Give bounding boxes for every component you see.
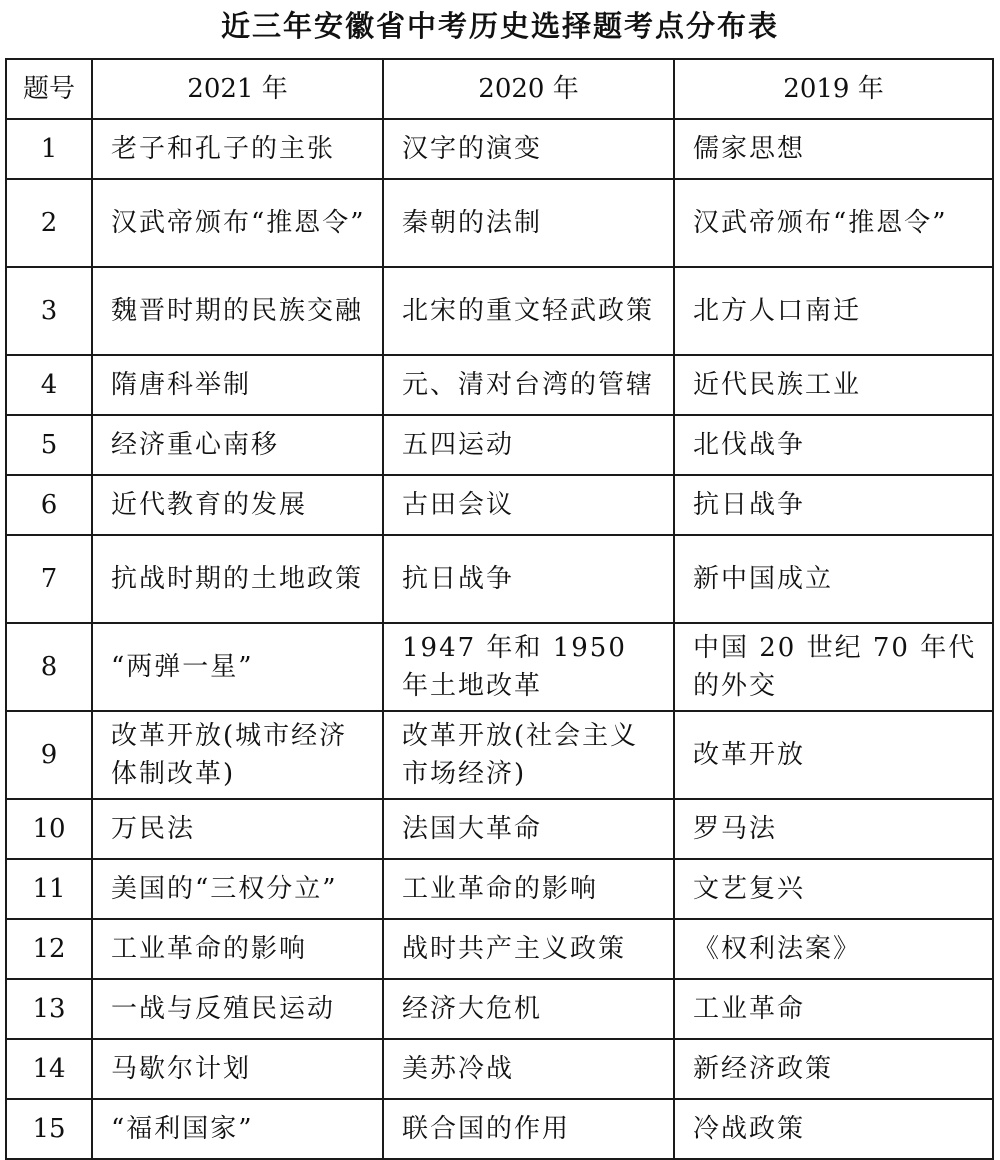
topic-2020: 联合国的作用	[383, 1099, 674, 1159]
header-row	[6, 59, 993, 119]
topic-2021: 改革开放(城市经济体制改革)	[92, 711, 383, 799]
question-number: 9	[6, 711, 92, 799]
topic-2021: 一战与反殖民运动	[92, 979, 383, 1039]
question-number: 8	[6, 623, 92, 711]
table-row	[6, 535, 993, 623]
topic-2019: 新经济政策	[674, 1039, 993, 1099]
table-row	[6, 711, 993, 799]
topic-2019: 近代民族工业	[674, 355, 993, 415]
topic-2019: 罗马法	[674, 799, 993, 859]
table-row	[6, 1039, 993, 1099]
table-row	[6, 919, 993, 979]
topic-2020: 元、清对台湾的管辖	[383, 355, 674, 415]
topic-2019: 中国 20 世纪 70 年代的外交	[674, 623, 993, 711]
question-number: 1	[6, 119, 92, 179]
table-row	[6, 979, 993, 1039]
topic-2019: 新中国成立	[674, 535, 993, 623]
topic-2019: 改革开放	[674, 711, 993, 799]
question-number: 3	[6, 267, 92, 355]
topic-2020: 秦朝的法制	[383, 179, 674, 267]
table-row	[6, 475, 993, 535]
topic-2020: 改革开放(社会主义市场经济)	[383, 711, 674, 799]
topic-2021: 魏晋时期的民族交融	[92, 267, 383, 355]
question-number: 7	[6, 535, 92, 623]
topic-2019: 汉武帝颁布“推恩令”	[674, 179, 993, 267]
table-row	[6, 415, 993, 475]
table-row	[6, 623, 993, 711]
table-row	[6, 179, 993, 267]
question-number: 11	[6, 859, 92, 919]
topic-2021: 抗战时期的土地政策	[92, 535, 383, 623]
topic-2021: 近代教育的发展	[92, 475, 383, 535]
table-row	[6, 799, 993, 859]
topic-2020: 北宋的重文轻武政策	[383, 267, 674, 355]
topic-2019: 北伐战争	[674, 415, 993, 475]
topic-2019: 北方人口南迁	[674, 267, 993, 355]
topic-2020: 法国大革命	[383, 799, 674, 859]
topic-2021: 老子和孔子的主张	[92, 119, 383, 179]
topic-2021: 美国的“三权分立”	[92, 859, 383, 919]
header-2019: 2019 年	[674, 59, 993, 119]
topic-2019: 抗日战争	[674, 475, 993, 535]
header-question-number: 题号	[6, 59, 92, 119]
table-row	[6, 119, 993, 179]
topic-2020: 经济大危机	[383, 979, 674, 1039]
topic-2021: “两弹一星”	[92, 623, 383, 711]
topic-2020: 美苏冷战	[383, 1039, 674, 1099]
table-row	[6, 267, 993, 355]
question-number: 2	[6, 179, 92, 267]
table-title: 近三年安徽省中考历史选择题考点分布表	[220, 9, 779, 43]
topic-2019: 《权利法案》	[674, 919, 993, 979]
topic-2021: 马歇尔计划	[92, 1039, 383, 1099]
topic-2021: 工业革命的影响	[92, 919, 383, 979]
topic-2020: 抗日战争	[383, 535, 674, 623]
question-number: 4	[6, 355, 92, 415]
exam-topics-table	[5, 58, 994, 1160]
topic-2019: 冷战政策	[674, 1099, 993, 1159]
topic-2020: 古田会议	[383, 475, 674, 535]
table-row	[6, 355, 993, 415]
topic-2019: 文艺复兴	[674, 859, 993, 919]
question-number: 5	[6, 415, 92, 475]
table-row	[6, 1099, 993, 1159]
topic-2020: 五四运动	[383, 415, 674, 475]
header-2020: 2020 年	[383, 59, 674, 119]
question-number: 15	[6, 1099, 92, 1159]
table-row	[6, 859, 993, 919]
question-number: 10	[6, 799, 92, 859]
topic-2019: 工业革命	[674, 979, 993, 1039]
question-number: 14	[6, 1039, 92, 1099]
topic-2020: 汉字的演变	[383, 119, 674, 179]
topic-2021: 汉武帝颁布“推恩令”	[92, 179, 383, 267]
topic-2021: “福利国家”	[92, 1099, 383, 1159]
topic-2021: 经济重心南移	[92, 415, 383, 475]
question-number: 6	[6, 475, 92, 535]
table-header	[6, 59, 993, 119]
question-number: 13	[6, 979, 92, 1039]
header-2021: 2021 年	[92, 59, 383, 119]
topic-2020: 1947 年和 1950 年土地改革	[383, 623, 674, 711]
topic-2019: 儒家思想	[674, 119, 993, 179]
topic-2020: 战时共产主义政策	[383, 919, 674, 979]
topic-2021: 万民法	[92, 799, 383, 859]
topic-2020: 工业革命的影响	[383, 859, 674, 919]
question-number: 12	[6, 919, 92, 979]
table-body	[6, 119, 993, 1159]
topic-2021: 隋唐科举制	[92, 355, 383, 415]
